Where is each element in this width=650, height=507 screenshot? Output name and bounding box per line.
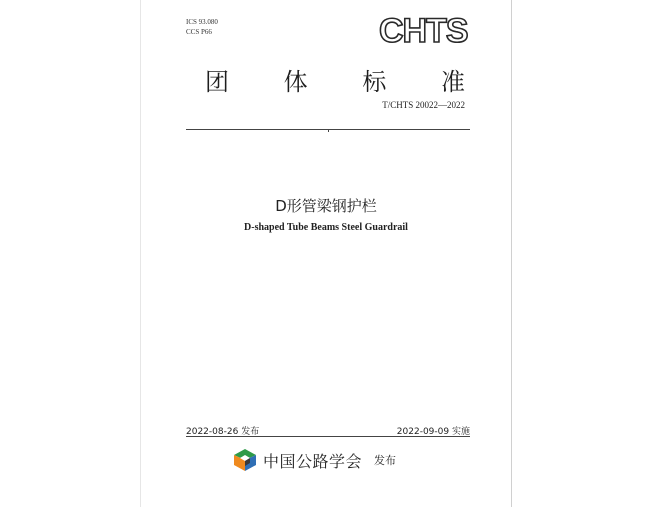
standard-type-char: 标: [362, 68, 387, 96]
standard-type-title: [205, 62, 465, 97]
ccs-code: CCS P66: [186, 28, 212, 36]
implement-date: 2022-09-09: [396, 427, 450, 437]
standard-type-char: 准: [440, 68, 465, 96]
publisher-emblem-icon: [233, 448, 257, 472]
classification-codes: [186, 17, 218, 37]
issue-label: 发布: [241, 427, 260, 437]
footer-divider: [186, 436, 470, 437]
document-title-en: D-shaped Tube Beams Steel Guardrail: [244, 222, 408, 233]
standard-type-char: 团: [205, 68, 229, 96]
header-divider-tick: [328, 129, 329, 132]
issue-date: 2022-08-26: [186, 427, 239, 437]
implement-label: 实施: [451, 427, 470, 437]
standard-type-char: 体: [283, 68, 308, 96]
ics-code: ICS 93.080: [186, 18, 218, 26]
publisher-block: [233, 447, 396, 473]
chts-logo: CHTS: [379, 12, 468, 50]
publisher-name: 中国公路学会: [263, 451, 363, 471]
publisher-verb: 发布: [374, 454, 397, 467]
document-page: [140, 0, 512, 507]
document-title-cn: D形管梁钢护栏: [275, 197, 377, 215]
standard-number: T/CHTS 20022—2022: [382, 100, 465, 110]
